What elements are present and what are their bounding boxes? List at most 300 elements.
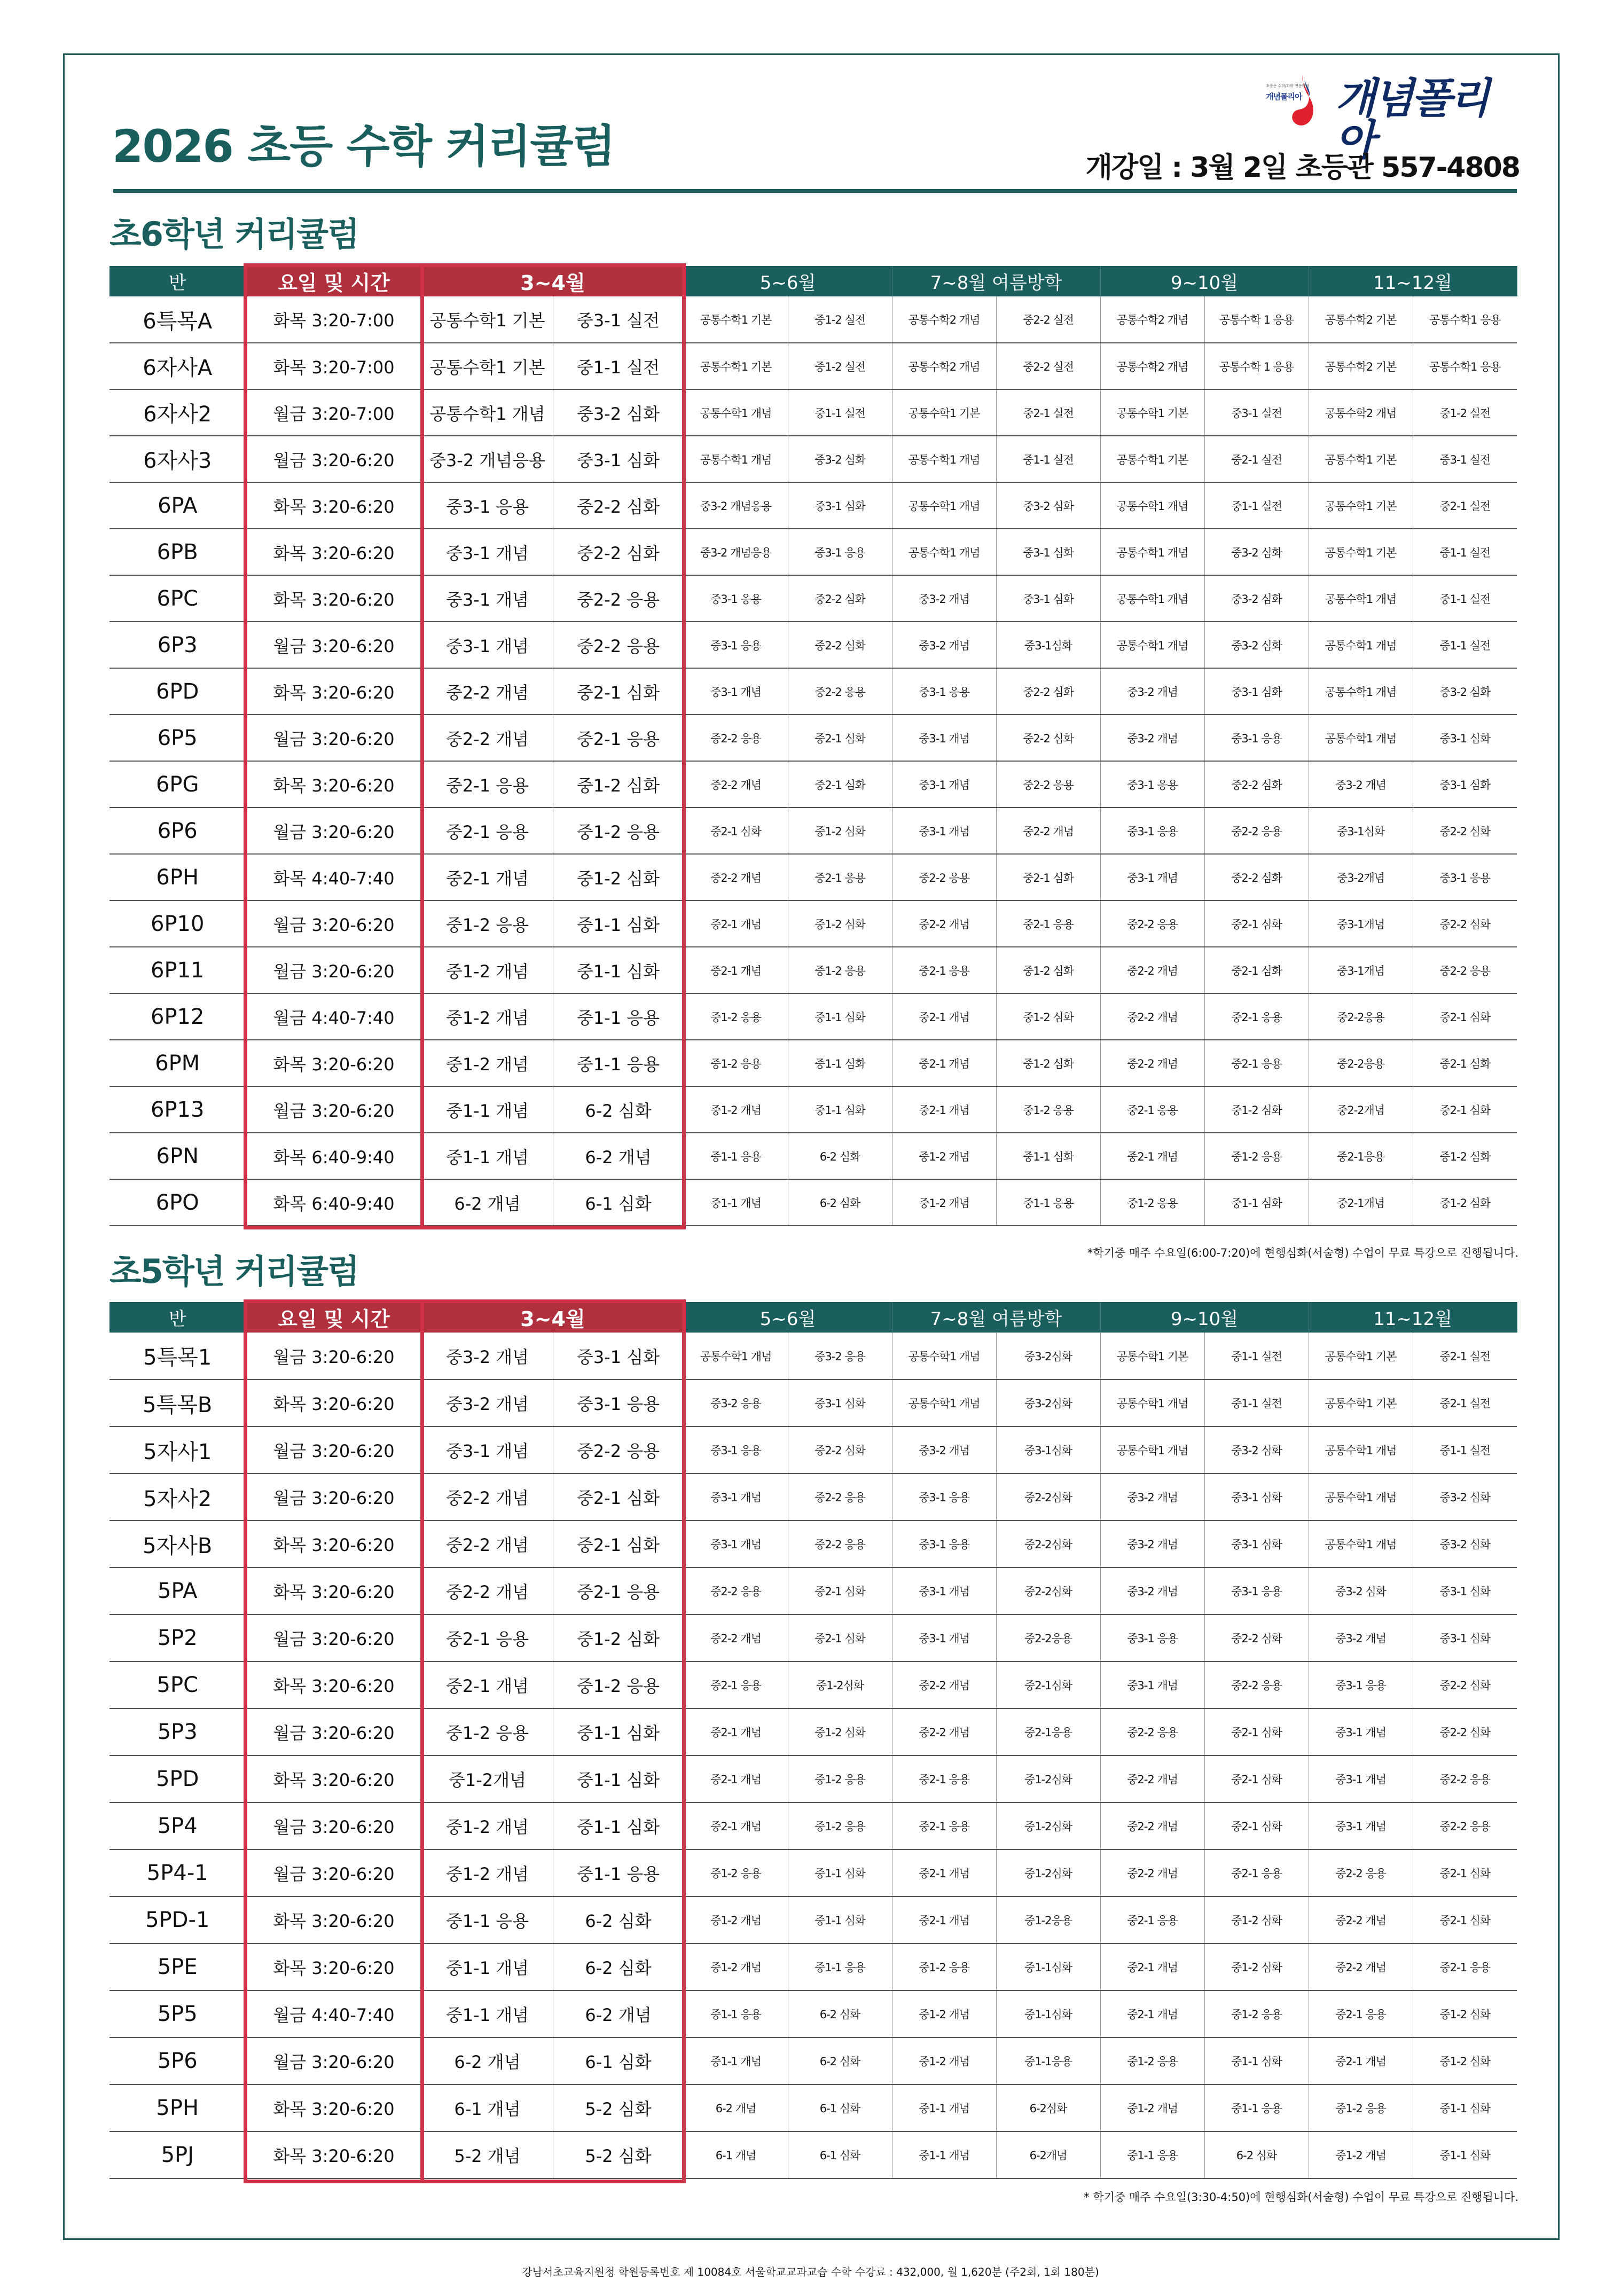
class-name-cell: 6특목A: [109, 296, 246, 343]
course-cell: 중2-2 실전: [996, 296, 1100, 343]
course-cell: 중2-1 응용: [892, 947, 996, 993]
course-cell: 공통수학1 기본: [422, 296, 553, 343]
course-cell: 중2-1 개념: [422, 854, 553, 900]
course-cell: 중1-1 응용: [788, 1944, 892, 1991]
course-cell: 공통수학1 기본: [892, 389, 996, 436]
course-cell: 중3-1 실전: [553, 296, 684, 343]
course-cell: 중2-1 실전: [996, 389, 1100, 436]
class-name-cell: 5자사1: [109, 1427, 246, 1474]
table-row: [109, 1133, 1517, 1179]
course-cell: 공통수학1 기본: [1309, 482, 1413, 529]
course-cell: 중2-2 심화: [996, 715, 1100, 761]
course-cell: 중1-1 심화: [1413, 2085, 1517, 2132]
course-cell: 중2-2 개념: [684, 854, 788, 900]
course-cell: 중2-2 개념: [684, 761, 788, 808]
course-cell: 중3-1 개념: [422, 1427, 553, 1474]
course-cell: 중2-1 심화: [788, 1615, 892, 1662]
course-cell: 공통수학1 개념: [1309, 1427, 1413, 1474]
table-row: [109, 668, 1517, 715]
course-cell: 중2-1 심화: [1204, 1803, 1309, 1850]
course-cell: 중2-1 심화: [788, 761, 892, 808]
course-cell: 중2-1 응용: [1100, 1086, 1204, 1133]
schedule-time-cell: 화목 3:20-6:20: [246, 1380, 422, 1427]
course-cell: 공통수학1 개념: [684, 389, 788, 436]
course-cell: 공통수학1 기본: [684, 343, 788, 389]
table-row: [109, 761, 1517, 808]
class-name-cell: 5PJ: [109, 2132, 246, 2179]
schedule-time-cell: 화목 6:40-9:40: [246, 1179, 422, 1226]
course-cell: 중2-2 개념: [1100, 993, 1204, 1040]
course-cell: 중1-2 응용: [892, 1944, 996, 1991]
course-cell: 공통수학1 개념: [1100, 1380, 1204, 1427]
course-cell: 중1-1 응용: [553, 993, 684, 1040]
course-cell: 공통수학1 개념: [892, 482, 996, 529]
course-cell: 공통수학1 기본: [1100, 436, 1204, 482]
grade5-note: * 학기중 매주 수요일(3:30-4:50)에 현행심화(서술형) 수업이 무료 특강으로 진행됩니다.: [1084, 2191, 1518, 2204]
course-cell: 5-2 심화: [553, 2132, 684, 2179]
course-cell: 중3-2 응용: [684, 1380, 788, 1427]
course-cell: 공통수학2 개념: [892, 296, 996, 343]
course-cell: 중1-1 실전: [1204, 1333, 1309, 1380]
course-cell: 중3-1개념: [1309, 947, 1413, 993]
course-cell: 중2-1 심화: [1413, 1040, 1517, 1086]
course-cell: 중3-2 심화: [1413, 668, 1517, 715]
logo-text: 개념폴리아: [1335, 75, 1488, 164]
course-cell: 중2-1 응용: [422, 808, 553, 854]
course-cell: 중1-2 응용: [422, 900, 553, 947]
course-cell: 중2-2응용: [996, 1615, 1100, 1662]
course-cell: 중2-1 개념: [684, 1756, 788, 1803]
course-cell: 중3-1 응용: [892, 1521, 996, 1568]
course-cell: 중1-2 심화: [996, 1040, 1100, 1086]
course-cell: 공통수학1 기본: [1309, 1333, 1413, 1380]
course-cell: 중3-1 실전: [1204, 389, 1309, 436]
header-period-9-10: 9~10월: [1100, 1302, 1309, 1333]
course-cell: 중1-1 개념: [892, 2085, 996, 2132]
class-name-cell: 5P4: [109, 1803, 246, 1850]
class-name-cell: 6P5: [109, 715, 246, 761]
course-cell: 6-2 개념: [684, 2085, 788, 2132]
grade6-curriculum-table: [109, 266, 1517, 1226]
course-cell: 중2-2 개념: [892, 1709, 996, 1756]
header-period-3-4: 3~4월: [422, 1302, 684, 1333]
class-name-cell: 5P4-1: [109, 1850, 246, 1897]
course-cell: 중2-2 심화: [1413, 808, 1517, 854]
course-cell: 중2-1 심화: [553, 668, 684, 715]
schedule-time-cell: 화목 3:20-6:20: [246, 1568, 422, 1615]
course-cell: 공통수학1 기본: [1100, 1333, 1204, 1380]
header-period-11-12: 11~12월: [1309, 266, 1517, 296]
course-cell: 공통수학2 개념: [1100, 343, 1204, 389]
course-cell: 중3-1 응용: [553, 1380, 684, 1427]
course-cell: 중2-1 응용: [1100, 1897, 1204, 1944]
course-cell: 중2-1 개념: [892, 1850, 996, 1897]
course-cell: 중1-1 응용: [1204, 2085, 1309, 2132]
course-cell: 공통수학1 개념: [892, 1333, 996, 1380]
course-cell: 중1-1 심화: [788, 1086, 892, 1133]
course-cell: 중3-2 개념: [1309, 761, 1413, 808]
course-cell: 중2-2 개념: [1100, 947, 1204, 993]
course-cell: 중1-2 개념: [422, 1803, 553, 1850]
schedule-time-cell: 화목 3:20-6:20: [246, 1040, 422, 1086]
course-cell: 중2-1 개념: [684, 900, 788, 947]
brand-logo: [1266, 75, 1522, 164]
course-cell: 중1-2 응용: [422, 1709, 553, 1756]
course-cell: 중3-2 개념: [892, 622, 996, 668]
course-cell: 중1-2 심화: [1204, 1897, 1309, 1944]
grade6-title: 초6학년 커리큘럼: [109, 215, 358, 254]
table-row: [109, 900, 1517, 947]
schedule-time-cell: 화목 3:20-6:20: [246, 1756, 422, 1803]
course-cell: 중2-1 개념: [684, 1709, 788, 1756]
course-cell: 중1-2 응용: [1204, 1991, 1309, 2038]
grade5-curriculum-table: [109, 1302, 1517, 2179]
course-cell: 중3-2 개념응용: [422, 436, 553, 482]
course-cell: 6-2 심화: [788, 1179, 892, 1226]
schedule-time-cell: 월금 3:20-6:20: [246, 436, 422, 482]
table-row: [109, 2038, 1517, 2085]
course-cell: 중3-1 심화: [1204, 1521, 1309, 1568]
course-cell: 6-2 심화: [788, 2038, 892, 2085]
course-cell: 공통수학1 개념: [892, 529, 996, 575]
course-cell: 중2-1심화: [996, 1662, 1100, 1709]
course-cell: 중2-1 심화: [996, 854, 1100, 900]
course-cell: 중3-2 심화: [788, 436, 892, 482]
table-row: [109, 1662, 1517, 1709]
class-name-cell: 5PD-1: [109, 1897, 246, 1944]
logo-tagline: 초중등 수학/과학 전문학원: [1266, 84, 1310, 88]
course-cell: 중3-1 개념: [1100, 1662, 1204, 1709]
table-row: [109, 2085, 1517, 2132]
course-cell: 6-1 개념: [684, 2132, 788, 2179]
course-cell: 중2-1 개념: [892, 1086, 996, 1133]
course-cell: 6-2 개념: [422, 1179, 553, 1226]
course-cell: 중2-2 실전: [996, 343, 1100, 389]
course-cell: 6-2심화: [996, 2085, 1100, 2132]
table-header-row: [109, 1302, 1517, 1333]
course-cell: 중2-2 개념: [1100, 1756, 1204, 1803]
schedule-time-cell: 화목 3:20-6:20: [246, 1662, 422, 1709]
course-cell: 중3-1 개념: [422, 529, 553, 575]
course-cell: 중2-1 개념: [892, 1040, 996, 1086]
schedule-time-cell: 화목 3:20-6:20: [246, 1944, 422, 1991]
course-cell: 중3-1 심화: [553, 436, 684, 482]
course-cell: 중2-2 응용: [788, 668, 892, 715]
course-cell: 중1-1응용: [996, 2038, 1100, 2085]
table-row: [109, 715, 1517, 761]
course-cell: 중3-1 실전: [1413, 436, 1517, 482]
course-cell: 중3-2 개념: [1100, 715, 1204, 761]
course-cell: 중2-2심화: [996, 1521, 1100, 1568]
course-cell: 중1-2개념: [422, 1756, 553, 1803]
course-cell: 중1-2 응용: [1100, 2038, 1204, 2085]
class-name-cell: 6자사A: [109, 343, 246, 389]
course-cell: 중3-1 심화: [1204, 1474, 1309, 1521]
class-name-cell: 6P3: [109, 622, 246, 668]
course-cell: 중3-1 응용: [788, 529, 892, 575]
course-cell: 중1-1 심화: [553, 1709, 684, 1756]
course-cell: 6-2 심화: [788, 1991, 892, 2038]
class-name-cell: 6P10: [109, 900, 246, 947]
schedule-time-cell: 월금 3:20-6:20: [246, 1615, 422, 1662]
class-name-cell: 6P11: [109, 947, 246, 993]
course-cell: 공통수학1 개념: [1309, 668, 1413, 715]
table-row: [109, 1991, 1517, 2038]
course-cell: 6-2 개념: [553, 1133, 684, 1179]
course-cell: 중1-1 심화: [553, 1803, 684, 1850]
course-cell: 공통수학1 개념: [1100, 529, 1204, 575]
class-name-cell: 6PH: [109, 854, 246, 900]
course-cell: 중1-1 실전: [788, 389, 892, 436]
course-cell: 공통수학1 개념: [892, 436, 996, 482]
course-cell: 중2-2 응용: [1309, 1850, 1413, 1897]
course-cell: 중3-2 심화: [1204, 575, 1309, 622]
schedule-time-cell: 월금 3:20-6:20: [246, 1333, 422, 1380]
course-cell: 중1-2 개념: [422, 947, 553, 993]
course-cell: 중2-2 심화: [788, 575, 892, 622]
course-cell: 중2-1 개념: [422, 1662, 553, 1709]
course-cell: 중2-1응용: [996, 1709, 1100, 1756]
course-cell: 중1-1 실전: [1204, 1380, 1309, 1427]
course-cell: 중2-1 응용: [553, 715, 684, 761]
schedule-time-cell: 월금 4:40-7:40: [246, 1991, 422, 2038]
table-row: [109, 1474, 1517, 1521]
course-cell: 중3-2 응용: [788, 1333, 892, 1380]
course-cell: 중2-2 심화: [1413, 900, 1517, 947]
course-cell: 중2-2 심화: [1204, 854, 1309, 900]
course-cell: 중2-2 심화: [788, 1427, 892, 1474]
course-cell: 중2-1 심화: [1413, 1897, 1517, 1944]
table-row: [109, 482, 1517, 529]
course-cell: 중1-2 심화: [1413, 1179, 1517, 1226]
course-cell: 중2-1개념: [1309, 1179, 1413, 1226]
course-cell: 6-1 심화: [788, 2085, 892, 2132]
course-cell: 중1-2 심화: [1413, 1991, 1517, 2038]
schedule-time-cell: 화목 3:20-6:20: [246, 1897, 422, 1944]
course-cell: 중3-2 개념: [422, 1380, 553, 1427]
course-cell: 중2-2 응용: [788, 1521, 892, 1568]
course-cell: 중1-1 실전: [1413, 529, 1517, 575]
opening-info: 개강일 : 3월 2일 초등관 557-4808: [1085, 152, 1520, 184]
class-name-cell: 6PO: [109, 1179, 246, 1226]
course-cell: 중2-2 개념: [892, 1662, 996, 1709]
course-cell: 중3-1 응용: [684, 575, 788, 622]
course-cell: 중1-2응용: [996, 1897, 1100, 1944]
course-cell: 중2-2 개념: [422, 1568, 553, 1615]
page-title: 2026 초등 수학 커리큘럼: [112, 120, 615, 173]
course-cell: 중3-1 개념: [892, 715, 996, 761]
table-header-row: [109, 266, 1517, 296]
course-cell: 중2-1 심화: [1413, 993, 1517, 1040]
schedule-time-cell: 화목 4:40-7:40: [246, 854, 422, 900]
course-cell: 중1-2 응용: [788, 1803, 892, 1850]
grade5-title: 초5학년 커리큘럼: [109, 1252, 358, 1291]
course-cell: 공통수학1 기본: [1309, 1380, 1413, 1427]
course-cell: 중2-2 개념: [892, 900, 996, 947]
table-row: [109, 1615, 1517, 1662]
course-cell: 중1-1 개념: [422, 1991, 553, 2038]
course-cell: 중2-1 심화: [684, 808, 788, 854]
course-cell: 중2-2 심화: [1413, 1709, 1517, 1756]
course-cell: 5-2 심화: [553, 2085, 684, 2132]
course-cell: 공통수학2 개념: [1100, 296, 1204, 343]
course-cell: 중2-2 개념: [422, 668, 553, 715]
course-cell: 공통수학1 기본: [1309, 436, 1413, 482]
table-row: [109, 1709, 1517, 1756]
course-cell: 중2-2 심화: [553, 482, 684, 529]
course-cell: 공통수학2 기본: [1309, 343, 1413, 389]
table-row: [109, 1333, 1517, 1380]
class-name-cell: 5P2: [109, 1615, 246, 1662]
table-row: [109, 1850, 1517, 1897]
course-cell: 중3-1 심화: [1413, 761, 1517, 808]
course-cell: 중1-1 응용: [422, 1897, 553, 1944]
course-cell: 중1-1 실전: [1413, 575, 1517, 622]
course-cell: 중2-1 개념: [892, 993, 996, 1040]
course-cell: 중2-2 응용: [684, 715, 788, 761]
course-cell: 중1-1 심화: [996, 1133, 1100, 1179]
course-cell: 공통수학1 개념: [1100, 1427, 1204, 1474]
course-cell: 중1-1심화: [996, 1991, 1100, 2038]
course-cell: 중1-2 개념: [1309, 2132, 1413, 2179]
course-cell: 중1-1 개념: [422, 1133, 553, 1179]
course-cell: 중3-1 응용: [1309, 1662, 1413, 1709]
course-cell: 중2-1 심화: [1413, 1850, 1517, 1897]
course-cell: 중2-2 개념: [1309, 1897, 1413, 1944]
course-cell: 5-2 개념: [422, 2132, 553, 2179]
table-row: [109, 993, 1517, 1040]
course-cell: 중1-2심화: [996, 1756, 1100, 1803]
table-row: [109, 529, 1517, 575]
course-cell: 중3-2심화: [996, 1380, 1100, 1427]
course-cell: 중2-2 개념: [1100, 1803, 1204, 1850]
class-name-cell: 5특목B: [109, 1380, 246, 1427]
course-cell: 중1-2 심화: [1204, 1944, 1309, 1991]
table-row: [109, 947, 1517, 993]
course-cell: 중3-1 개념: [892, 1568, 996, 1615]
course-cell: 중3-1 개념: [684, 668, 788, 715]
schedule-time-cell: 월금 3:20-6:20: [246, 1803, 422, 1850]
course-cell: 중1-2 개념: [892, 1179, 996, 1226]
course-cell: 공통수학1 개념: [1309, 1474, 1413, 1521]
table-row: [109, 1756, 1517, 1803]
course-cell: 중2-2 심화: [1413, 1662, 1517, 1709]
course-cell: 중1-2 심화: [996, 993, 1100, 1040]
course-cell: 중2-2 응용: [892, 854, 996, 900]
course-cell: 중1-1 응용: [1100, 2132, 1204, 2179]
course-cell: 6-1 심화: [553, 2038, 684, 2085]
course-cell: 중3-1 응용: [1100, 808, 1204, 854]
table-row: [109, 854, 1517, 900]
course-cell: 중3-2 개념: [1100, 1474, 1204, 1521]
logo-small-text: 개념폴리아: [1266, 92, 1302, 101]
course-cell: 공통수학1 개념: [1309, 622, 1413, 668]
course-cell: 중3-1 응용: [1100, 1615, 1204, 1662]
schedule-time-cell: 월금 3:20-6:20: [246, 1427, 422, 1474]
schedule-time-cell: 월금 4:40-7:40: [246, 993, 422, 1040]
course-cell: 중2-1 응용: [892, 1803, 996, 1850]
course-cell: 중3-1 심화: [996, 529, 1100, 575]
class-name-cell: 6PM: [109, 1040, 246, 1086]
course-cell: 중2-2 개념: [684, 1615, 788, 1662]
course-cell: 중1-2 개념: [892, 1991, 996, 2038]
course-cell: 중3-1 개념: [892, 808, 996, 854]
table-row: [109, 1897, 1517, 1944]
course-cell: 중1-1 응용: [553, 1850, 684, 1897]
course-cell: 중3-1 심화: [1413, 1615, 1517, 1662]
course-cell: 중1-2 심화: [553, 761, 684, 808]
course-cell: 중1-2 응용: [996, 1086, 1100, 1133]
course-cell: 중1-1 실전: [1413, 1427, 1517, 1474]
schedule-time-cell: 월금 3:20-7:00: [246, 389, 422, 436]
schedule-time-cell: 월금 3:20-6:20: [246, 1709, 422, 1756]
course-cell: 중1-2심화: [996, 1803, 1100, 1850]
course-cell: 공통수학2 개념: [892, 343, 996, 389]
schedule-time-cell: 화목 3:20-6:20: [246, 482, 422, 529]
course-cell: 중2-1 응용: [422, 1615, 553, 1662]
header-time: 요일 및 시간: [246, 1302, 422, 1333]
course-cell: 중1-1 개념: [684, 1179, 788, 1226]
course-cell: 중3-2 심화: [1413, 1521, 1517, 1568]
footer-registration-info: 강남서초교육지원청 학원등록번호 제 10084호 서울학교교과교습 수학 수강료 : 432,000, 월 1,620분 (주2회, 1회 180분): [522, 2266, 1099, 2278]
course-cell: 중1-2 응용: [553, 808, 684, 854]
course-cell: 중3-1 심화: [788, 482, 892, 529]
course-cell: 중3-2심화: [996, 1333, 1100, 1380]
course-cell: 중2-2 응용: [1100, 900, 1204, 947]
course-cell: 중2-2 개념: [422, 1521, 553, 1568]
course-cell: 중1-2 심화: [553, 1615, 684, 1662]
course-cell: 공통수학1 개념: [1100, 575, 1204, 622]
course-cell: 중3-2 심화: [1204, 622, 1309, 668]
course-cell: 중3-2 심화: [1309, 1568, 1413, 1615]
table-row: [109, 622, 1517, 668]
course-cell: 중2-2 심화: [996, 668, 1100, 715]
course-cell: 중3-2 개념응용: [684, 529, 788, 575]
course-cell: 6-2개념: [996, 2132, 1100, 2179]
schedule-time-cell: 화목 3:20-6:20: [246, 529, 422, 575]
course-cell: 중2-1 실전: [1413, 1333, 1517, 1380]
table-row: [109, 1521, 1517, 1568]
table-row: [109, 1040, 1517, 1086]
course-cell: 중2-1 실전: [1413, 482, 1517, 529]
course-cell: 중2-1 응용: [1309, 1991, 1413, 2038]
schedule-time-cell: 화목 3:20-7:00: [246, 343, 422, 389]
class-name-cell: 6P6: [109, 808, 246, 854]
course-cell: 중2-2 개념: [1100, 1040, 1204, 1086]
class-name-cell: 6자사3: [109, 436, 246, 482]
course-cell: 중1-1심화: [996, 1944, 1100, 1991]
course-cell: 공통수학1 기본: [1100, 389, 1204, 436]
course-cell: 6-1 심화: [553, 1179, 684, 1226]
table-row: [109, 1944, 1517, 1991]
course-cell: 6-2 개념: [422, 2038, 553, 2085]
course-cell: 중2-1 실전: [1413, 1380, 1517, 1427]
schedule-time-cell: 월금 3:20-6:20: [246, 2038, 422, 2085]
course-cell: 6-2 심화: [553, 1086, 684, 1133]
course-cell: 중3-1 심화: [1413, 715, 1517, 761]
course-cell: 중1-1 개념: [422, 1086, 553, 1133]
course-cell: 중1-2 개념: [422, 1850, 553, 1897]
course-cell: 중2-2 심화: [1204, 1615, 1309, 1662]
schedule-time-cell: 화목 3:20-6:20: [246, 668, 422, 715]
course-cell: 중2-1 심화: [788, 715, 892, 761]
course-cell: 중2-2 개념: [996, 808, 1100, 854]
course-cell: 중3-1 개념: [684, 1474, 788, 1521]
class-name-cell: 6P13: [109, 1086, 246, 1133]
course-cell: 6-1 개념: [422, 2085, 553, 2132]
course-cell: 중1-2 개념: [892, 2038, 996, 2085]
course-cell: 중3-1 응용: [1204, 1568, 1309, 1615]
